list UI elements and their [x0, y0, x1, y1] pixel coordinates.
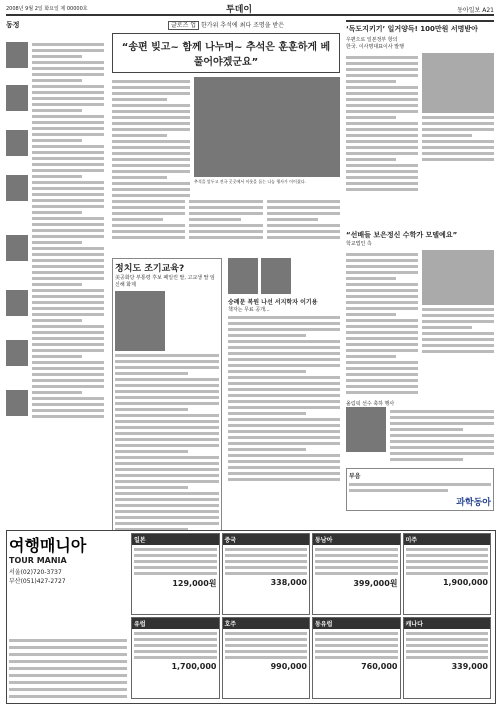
ad-cell	[403, 533, 492, 615]
ad-brand: 여행매니아	[9, 536, 87, 555]
lower-left-story	[112, 258, 222, 537]
notice-title: 부음	[349, 473, 361, 480]
main-story-photo	[194, 77, 340, 177]
portrait-photo	[6, 290, 28, 316]
right-top-story	[346, 20, 494, 194]
portrait-photo	[6, 235, 28, 261]
page-header	[6, 2, 494, 16]
lower-center-sub: 책자는 무료 공개...	[228, 307, 270, 313]
ad-price: 129,000원	[172, 579, 217, 588]
right-story-headline: ‘독도지키기’ 일거양득! 100만원 서명받아	[346, 20, 494, 34]
ad-price: 1,900,000	[442, 578, 488, 587]
ad-destination: 중국	[223, 534, 310, 545]
travel-ad	[6, 530, 496, 704]
portrait-photo	[228, 258, 258, 294]
main-story	[112, 20, 340, 242]
ad-cell	[403, 617, 492, 699]
ad-price: 339,000	[451, 662, 488, 671]
lower-right-sub2: 올림픽 선수 축하 행사	[346, 401, 395, 407]
portrait-photo	[6, 175, 28, 201]
portrait-photo	[261, 258, 291, 294]
people-column	[6, 20, 106, 480]
main-story-photo-caption: 추석을 앞두고 전국 곳곳에서 이웃을 돕는 나눔 행사가 이어졌다.	[194, 179, 306, 184]
ad-destination: 캐나다	[404, 618, 491, 629]
lower-right-headline: “선배들 보은정신 수학가 모델예요”	[346, 231, 458, 239]
ad-cell	[131, 617, 220, 699]
portrait-photo	[6, 85, 28, 111]
right-story-photo	[422, 53, 494, 113]
notice-text: 과학동아	[456, 498, 491, 508]
people-column-title: 동정	[6, 21, 20, 29]
portrait-photo	[6, 340, 28, 366]
paper-name: 동아일보 A21	[457, 7, 494, 14]
right-story-sub2: 한국. 이사명대표이사 발행	[346, 44, 404, 50]
ad-cell	[222, 533, 311, 615]
lower-right-sub: 학교법인 측	[346, 241, 372, 247]
lower-left-headline: 정치도 조기교육?	[115, 264, 185, 274]
ad-cell	[312, 533, 401, 615]
lower-left-photo	[115, 291, 165, 351]
lower-right-story	[346, 230, 494, 511]
ad-price: 760,000	[361, 662, 398, 671]
ad-cell	[131, 533, 220, 615]
ad-destination: 미주	[404, 534, 491, 545]
right-story-sub: 우편으로 일본정부 항의	[346, 37, 398, 43]
portrait-photo	[6, 42, 28, 68]
ad-price: 338,000	[270, 578, 307, 587]
ad-brand-en: TOUR MANIA	[9, 556, 67, 565]
ad-price: 399,000원	[353, 579, 398, 588]
lower-center-story	[228, 258, 340, 484]
ad-price: 990,000	[270, 662, 307, 671]
date-line: 2008년 9월 2일 화요일 제 00000호	[6, 6, 88, 12]
lower-left-sub: 美공화당 부통령 후보 페일린 딸, 고교생 딸 임신해 화제	[115, 275, 215, 288]
ad-destination: 일본	[132, 534, 219, 545]
portrait-photo	[6, 390, 28, 416]
main-story-kicker: 글로즈 업	[168, 21, 199, 30]
main-story-headline: “송편 빚고~ 함께 나누며~ 추석은 훈훈하게 베풀어야겠군요”	[112, 33, 340, 73]
lower-right-photo	[422, 250, 494, 305]
ad-destination: 동유럽	[313, 618, 400, 629]
ad-destination: 호주	[223, 618, 310, 629]
ad-destination: 동남아	[313, 534, 400, 545]
ad-price: 1,700,000	[171, 662, 217, 671]
ad-sub-phone: 부산(051)427-2727	[9, 578, 66, 585]
portrait-photo	[346, 407, 386, 452]
ad-cell	[222, 617, 311, 699]
lower-center-headline: 숭례문 복원 나선 서지학자 이기용	[228, 299, 318, 306]
section-title: 투데이	[226, 5, 253, 15]
ad-cell	[312, 617, 401, 699]
main-story-subkicker: 한가위 추석에 최다 조명을 받은	[201, 22, 284, 29]
ad-phone: 서울(02)720-3737	[9, 569, 62, 576]
ad-destination: 유럽	[132, 618, 219, 629]
ad-left-list	[9, 635, 127, 699]
ad-grid	[131, 533, 491, 699]
portrait-photo	[6, 130, 28, 156]
